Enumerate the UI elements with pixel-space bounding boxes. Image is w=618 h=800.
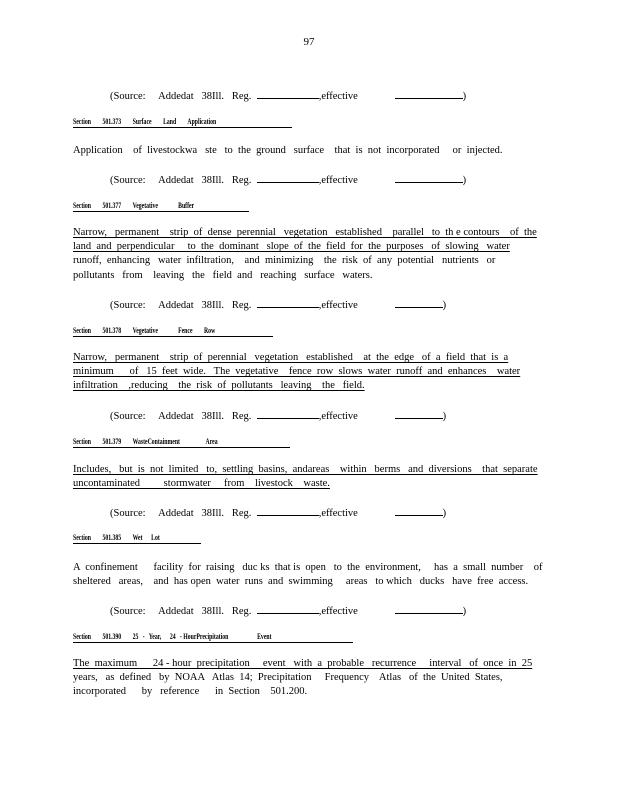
- section-heading: Section 501.373 Surface Land Application: [73, 117, 217, 126]
- paragraph-line: sheltered areas, and has open water runs and swimming areas to which ducks have free access.: [73, 576, 529, 588]
- heading-underline: [73, 642, 353, 643]
- source-note-text: (Source: Addedat 38Ill. Reg.: [110, 508, 252, 519]
- paragraph-line: Narrow, permanent strip of dense perennial vegetation established parallel to th e contours of the: [73, 227, 537, 238]
- blank-field: [257, 603, 319, 614]
- blank-field: [395, 172, 463, 183]
- source-note-text: (Source: Addedat 38Ill. Reg.: [110, 91, 252, 102]
- source-note-text: (Source: Addedat 38Ill. Reg.: [110, 606, 252, 617]
- source-note-effective: ,effective: [318, 606, 358, 617]
- blank-field: [257, 172, 319, 183]
- paragraph-line: Narrow, permanent strip of perennial vegetation established at the edge of a field that is a: [73, 352, 509, 363]
- heading-underline: [73, 543, 201, 544]
- blank-field: [257, 88, 319, 99]
- section-heading: Section 501.385 Wet Lot: [73, 533, 160, 542]
- paragraph-line: infiltration ,reducing the risk of pollutants leaving the field.: [73, 380, 365, 392]
- paragraph-line: land and perpendicular to the dominant slope of the field for the purposes of slowing water: [73, 241, 510, 253]
- paragraph-line: pollutants from leaving the field and reaching surface waters.: [73, 269, 373, 281]
- source-note: [110, 88, 466, 103]
- source-note-effective: ,effective: [318, 300, 358, 311]
- paragraph-line: incorporated by reference in Section 501.200.: [73, 686, 308, 698]
- section-heading: Section 501.379 WasteContainment Area: [73, 437, 218, 446]
- blank-field: [257, 297, 319, 308]
- source-note-text: (Source: Addedat 38Ill. Reg.: [110, 175, 252, 186]
- paragraph-line: Includes, but is not limited to, settling basins, andareas within berms and diversions that separate: [73, 464, 538, 475]
- definition-paragraph: [73, 226, 541, 283]
- source-note-close: ): [442, 508, 447, 519]
- paragraph-line: uncontaminated stormwater from livestock waste.: [73, 478, 330, 490]
- source-note-effective: ,effective: [318, 175, 358, 186]
- heading-underline: [73, 447, 290, 448]
- heading-underline: [73, 127, 292, 128]
- blank-field: [257, 408, 319, 419]
- source-note-text: (Source: Addedat 38Ill. Reg.: [110, 300, 252, 311]
- heading-underline: [73, 336, 273, 337]
- source-note: [110, 505, 446, 520]
- page-number: 97: [303, 36, 315, 48]
- definition-paragraph: [73, 463, 541, 491]
- section-heading: Section 501.390 25 - Year, 24 - HourPrecipitation Event: [73, 632, 272, 641]
- source-note: [110, 297, 446, 312]
- section-heading: Section 501.377 Vegetative Buffer: [73, 201, 195, 210]
- paragraph-line: Application of livestockwa ste to the ground surface that is not incorporated or injected.: [73, 145, 503, 156]
- blank-field: [395, 505, 443, 516]
- definition-paragraph: [73, 561, 541, 589]
- blank-field: [395, 297, 443, 308]
- paragraph-line: A confinement facility for raising duc ks that is open to the environment, has a small number of: [73, 562, 543, 573]
- definition-paragraph: [73, 657, 541, 700]
- paragraph-line: minimum of 15 feet wide. The vegetative fence row slows water runoff and enhances water: [73, 366, 521, 378]
- heading-underline: [73, 211, 249, 212]
- source-note-text: (Source: Addedat 38Ill. Reg.: [110, 411, 252, 422]
- blank-field: [257, 505, 319, 516]
- source-note: [110, 603, 466, 618]
- blank-field: [395, 408, 443, 419]
- paragraph-line: runoff, enhancing water infiltration, and minimizing the risk of any potential nutrients or: [73, 255, 496, 267]
- source-note-close: ): [462, 91, 467, 102]
- definition-paragraph: [73, 144, 541, 158]
- definition-paragraph: [73, 351, 541, 394]
- source-note-close: ): [462, 606, 467, 617]
- paragraph-line: The maximum 24 - hour precipitation event with a probable recurrence interval of once in 25: [73, 658, 533, 669]
- blank-field: [395, 88, 463, 99]
- blank-field: [395, 603, 463, 614]
- paragraph-line: years, as defined by NOAA Atlas 14; Precipitation Frequency Atlas of the United States,: [73, 672, 503, 684]
- source-note-close: ): [442, 411, 447, 422]
- source-note-effective: ,effective: [318, 91, 358, 102]
- source-note-effective: ,effective: [318, 411, 358, 422]
- section-heading: Section 501.378 Vegetative Fence Row: [73, 326, 216, 335]
- source-note-close: ): [442, 300, 447, 311]
- source-note: [110, 408, 446, 423]
- source-note-effective: ,effective: [318, 508, 358, 519]
- source-note-close: ): [462, 175, 467, 186]
- source-note: [110, 172, 466, 187]
